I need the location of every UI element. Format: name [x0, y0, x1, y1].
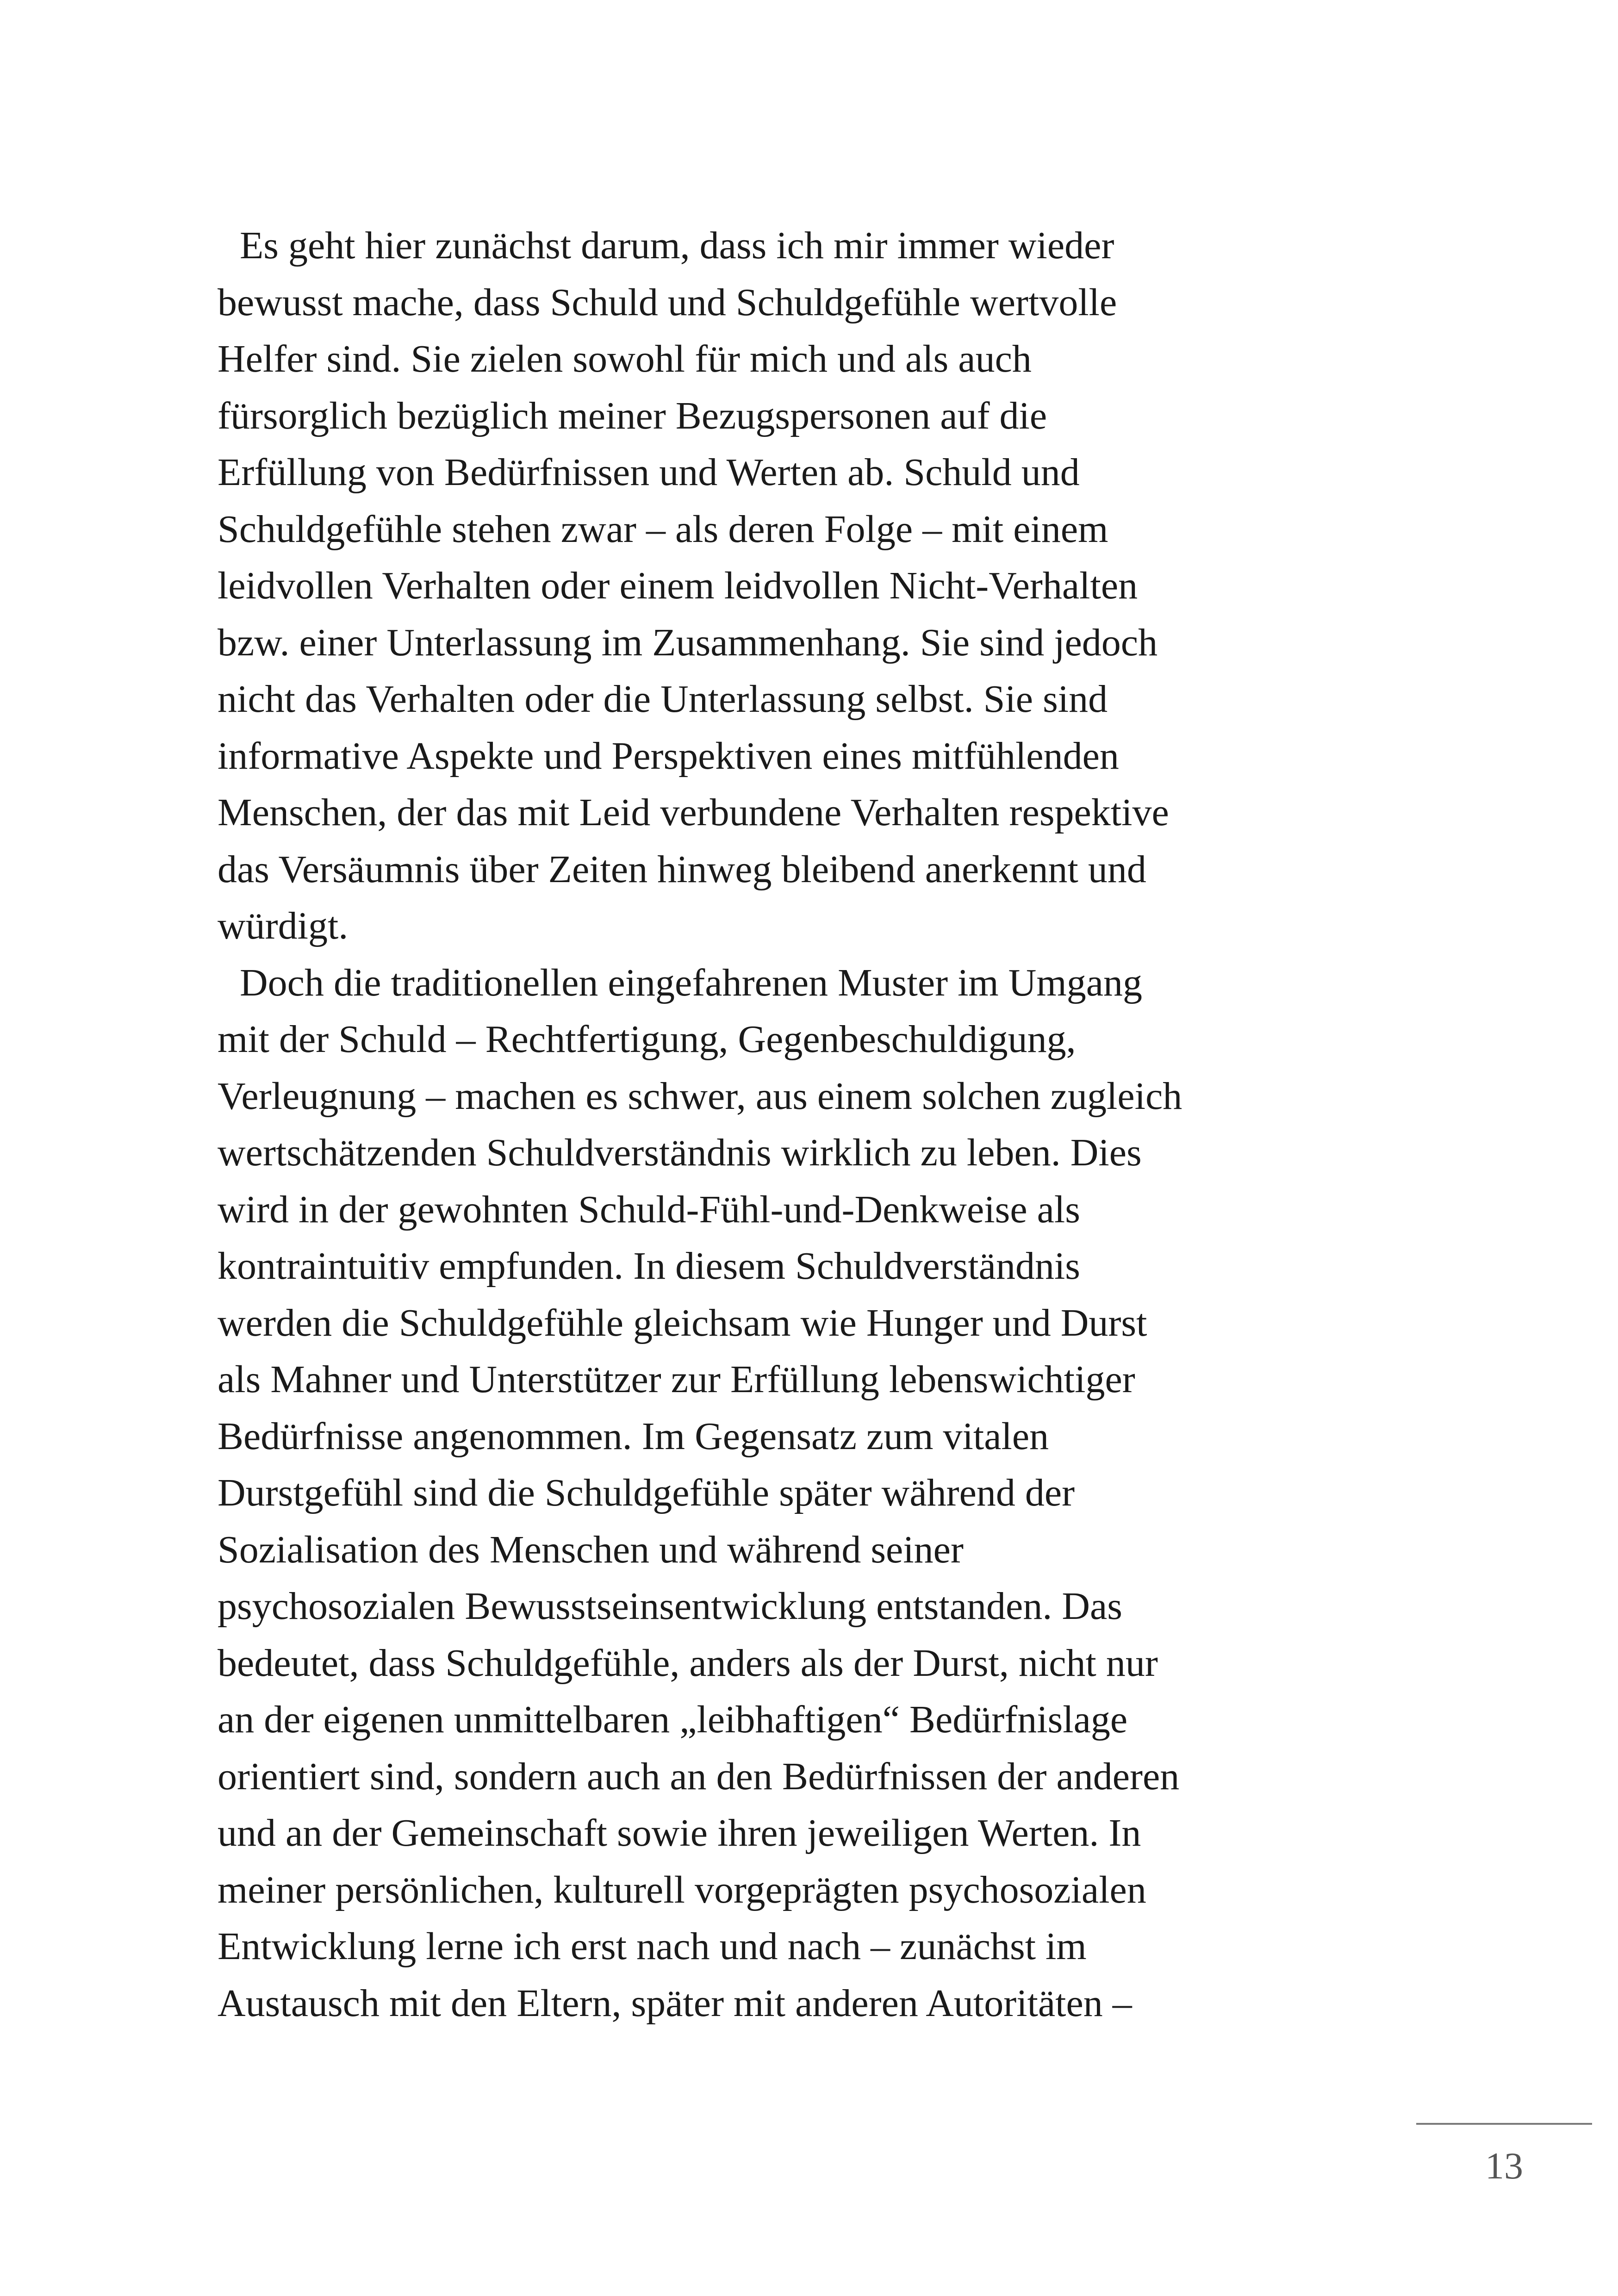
text-line: werden die Schuldgefühle gleichsam wie Hunger und Durst [218, 1301, 1147, 1344]
text-line: Doch die traditionellen eingefahrenen Muster im Umgang [240, 961, 1143, 1004]
text-line: Helfer sind. Sie zielen sowohl für mich und als auch [218, 337, 1032, 380]
text-line: und an der Gemeinschaft sowie ihren jeweiligen Werten. In [218, 1811, 1141, 1854]
text-line: Verleugnung – machen es schwer, aus einem solchen zugleich [218, 1074, 1182, 1118]
text-line: orientiert sind, sondern auch an den Bedürfnissen der anderen [218, 1755, 1180, 1798]
text-line: informative Aspekte und Perspektiven eines mitfühlenden [218, 734, 1119, 778]
page-number: 13 [1485, 2145, 1523, 2187]
text-line: bzw. einer Unterlassung im Zusammenhang. Sie sind jedoch [218, 621, 1158, 664]
text-line: Austausch mit den Eltern, später mit anderen Autoritäten – [218, 1981, 1132, 2025]
text-line: meiner persönlichen, kulturell vorgeprägten psychosozialen [218, 1868, 1146, 1911]
text-line: Sozialisation des Menschen und während seiner [218, 1528, 964, 1571]
text-line: an der eigenen unmittelbaren „leibhaftigen“ Bedürfnislage [218, 1698, 1128, 1741]
text-line: wird in der gewohnten Schuld-Fühl-und-Denkweise als [218, 1188, 1080, 1231]
text-line: Erfüllung von Bedürfnissen und Werten ab. Schuld und [218, 451, 1080, 494]
text-line: kontraintuitiv empfunden. In diesem Schuldverständnis [218, 1244, 1080, 1288]
text-line: Bedürfnisse angenommen. Im Gegensatz zum vitalen [218, 1414, 1049, 1458]
text-line: das Versäumnis über Zeiten hinweg bleibend anerkennt und [218, 847, 1146, 891]
text-line: Durstgefühl sind die Schuldgefühle später während der [218, 1471, 1075, 1514]
footer-rule [1416, 2123, 1592, 2125]
text-line: psychosozialen Bewusstseinsentwicklung entstanden. Das [218, 1585, 1122, 1628]
text-line: Menschen, der das mit Leid verbundene Verhalten respektive [218, 791, 1169, 834]
text-line: nicht das Verhalten oder die Unterlassung selbst. Sie sind [218, 678, 1108, 721]
text-line: Schuldgefühle stehen zwar – als deren Folge – mit einem [218, 507, 1108, 551]
text-line: leidvollen Verhalten oder einem leidvollen Nicht-Verhalten [218, 564, 1138, 607]
text-line: mit der Schuld – Rechtfertigung, Gegenbeschuldigung, [218, 1018, 1076, 1061]
text-line: wertschätzenden Schuldverständnis wirklich zu leben. Dies [218, 1131, 1142, 1174]
text-line: als Mahner und Unterstützer zur Erfüllung lebenswichtiger [218, 1358, 1135, 1401]
text-line: Es geht hier zunächst darum, dass ich mir immer wieder [240, 224, 1114, 267]
text-line: bewusst mache, dass Schuld und Schuldgefühle wertvolle [218, 280, 1117, 324]
text-line: bedeutet, dass Schuldgefühle, anders als der Durst, nicht nur [218, 1641, 1158, 1685]
body-text [218, 218, 1402, 2032]
text-line: Entwicklung lerne ich erst nach und nach – zunächst im [218, 1925, 1087, 1968]
text-line: fürsorglich bezüglich meiner Bezugspersonen auf die [218, 394, 1047, 437]
text-line: würdigt. [218, 904, 348, 947]
